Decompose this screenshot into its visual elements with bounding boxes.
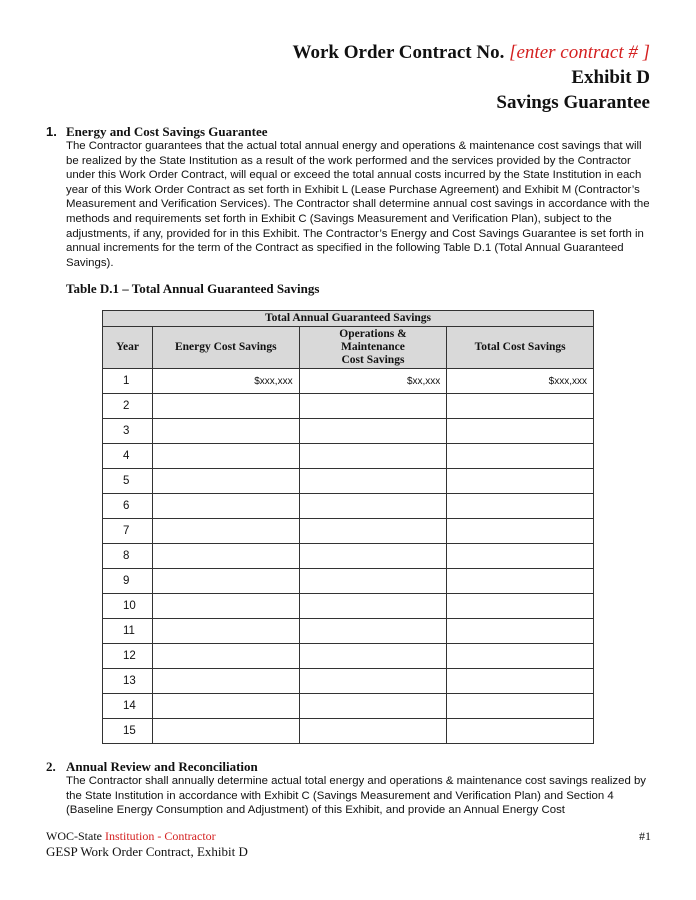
total-cell[interactable]: $xxx,xxx: [447, 369, 594, 394]
section-body: The Contractor shall annually determine actual total energy and operations & maintenance cost savings realized by the State Institution in accordance with Exhibit C (Savings Measurement and Verification Plan) and Section 4 (Baseline Energy Consumption and Adjustment) of this Exhibit, and provide an Annual Energy Cost: [66, 775, 646, 817]
energy-cell[interactable]: [152, 444, 299, 469]
table-row: [103, 569, 594, 594]
energy-cell[interactable]: [152, 544, 299, 569]
col-header-year: Year: [103, 327, 153, 369]
total-cell[interactable]: [447, 594, 594, 619]
om-cell[interactable]: [299, 469, 447, 494]
total-cell[interactable]: [447, 694, 594, 719]
om-cell[interactable]: [299, 669, 447, 694]
year-cell[interactable]: 3: [103, 419, 153, 444]
section-annual-review: [46, 759, 654, 818]
energy-cell[interactable]: [152, 569, 299, 594]
om-cell[interactable]: [299, 644, 447, 669]
section-energy-cost-savings: [46, 124, 654, 270]
total-cell[interactable]: [447, 644, 594, 669]
energy-cell[interactable]: [152, 419, 299, 444]
energy-cell[interactable]: [152, 694, 299, 719]
om-cell[interactable]: [299, 719, 447, 744]
om-cell[interactable]: [299, 394, 447, 419]
total-cell[interactable]: [447, 394, 594, 419]
om-cell[interactable]: [299, 519, 447, 544]
om-cell[interactable]: [299, 544, 447, 569]
om-cell[interactable]: $xx,xxx: [299, 369, 447, 394]
year-cell[interactable]: 13: [103, 669, 153, 694]
year-cell[interactable]: 4: [103, 444, 153, 469]
year-cell[interactable]: 15: [103, 719, 153, 744]
table-row: [103, 619, 594, 644]
table-row: [103, 644, 594, 669]
om-cell[interactable]: [299, 569, 447, 594]
year-cell[interactable]: 2: [103, 394, 153, 419]
section-heading: Annual Review and Reconciliation: [66, 759, 258, 774]
footer-institution: Institution - Contractor: [105, 829, 216, 843]
contract-number-line: [293, 40, 650, 65]
section-number: 1.: [46, 124, 57, 139]
total-cell[interactable]: [447, 444, 594, 469]
energy-cell[interactable]: [152, 669, 299, 694]
energy-cell[interactable]: $xxx,xxx: [152, 369, 299, 394]
table-row: [103, 694, 594, 719]
total-cell[interactable]: [447, 569, 594, 594]
energy-cell[interactable]: [152, 619, 299, 644]
contract-label: Work Order Contract No.: [292, 42, 510, 63]
table-row: [103, 444, 594, 469]
om-cell[interactable]: [299, 619, 447, 644]
year-cell[interactable]: 10: [103, 594, 153, 619]
total-cell[interactable]: [447, 419, 594, 444]
table-row: [103, 369, 594, 394]
om-cell[interactable]: [299, 694, 447, 719]
energy-cell[interactable]: [152, 519, 299, 544]
document-header: [293, 40, 650, 115]
om-cell[interactable]: [299, 419, 447, 444]
page-footer: [46, 828, 651, 860]
col-header-total: Total Cost Savings: [447, 327, 594, 369]
total-cell[interactable]: [447, 544, 594, 569]
om-cell[interactable]: [299, 594, 447, 619]
year-cell[interactable]: 5: [103, 469, 153, 494]
total-cell[interactable]: [447, 519, 594, 544]
savings-table: [102, 310, 594, 744]
section-number: 2.: [46, 759, 56, 774]
year-cell[interactable]: 7: [103, 519, 153, 544]
energy-cell[interactable]: [152, 494, 299, 519]
footer-line-2: GESP Work Order Contract, Exhibit D: [46, 844, 248, 859]
total-cell[interactable]: [447, 669, 594, 694]
energy-cell[interactable]: [152, 394, 299, 419]
table-row: [103, 519, 594, 544]
section-heading: Energy and Cost Savings Guarantee: [66, 124, 268, 139]
table-row: [103, 394, 594, 419]
footer-line-1: WOC-State Institution - Contractor: [46, 829, 216, 843]
table-row: [103, 719, 594, 744]
contract-placeholder[interactable]: [enter contract # ]: [509, 42, 650, 63]
year-cell[interactable]: 11: [103, 619, 153, 644]
table-row: [103, 594, 594, 619]
section-body: The Contractor guarantees that the actual total annual energy and operations & maintenance cost savings that will be realized by the State Institution as a result of the work performed and the services provided by the Contractor under this Work Order Contract, will equal or exceed the total annual costs incurred by the State Institution in each year of this Work Order Contract as set forth in Exhibit L (Lease Purchase Agreement) and Exhibit M (Contractor’s Measurement and Verification Services). The Contractor shall determine annual cost savings in accordance with the methods and requirements set forth in Exhibit C (Savings Measurement and Verification Plan), subject to the adjustments, if any, provided for in this Exhibit. The Contractor’s Energy and Cost Savings Guarantee is set forth in annual increments for the term of the Contract as specified in the following Table D.1 (Total Annual Guaranteed Savings).: [66, 140, 650, 269]
table-row: [103, 419, 594, 444]
col-header-energy: Energy Cost Savings: [152, 327, 299, 369]
total-cell[interactable]: [447, 469, 594, 494]
year-cell[interactable]: 14: [103, 694, 153, 719]
om-cell[interactable]: [299, 444, 447, 469]
year-cell[interactable]: 1: [103, 369, 153, 394]
total-cell[interactable]: [447, 494, 594, 519]
total-cell[interactable]: [447, 719, 594, 744]
om-cell[interactable]: [299, 494, 447, 519]
year-cell[interactable]: 6: [103, 494, 153, 519]
page-title: Savings Guarantee: [496, 92, 650, 113]
total-cell[interactable]: [447, 619, 594, 644]
table-row: [103, 494, 594, 519]
col-header-om: Operations & Maintenance Cost Savings: [299, 327, 447, 369]
table-caption: Table D.1 – Total Annual Guaranteed Savings: [66, 281, 320, 296]
table-row: [103, 544, 594, 569]
energy-cell[interactable]: [152, 469, 299, 494]
page-number: #1: [639, 829, 651, 843]
table-row: [103, 469, 594, 494]
year-cell[interactable]: 12: [103, 644, 153, 669]
year-cell[interactable]: 8: [103, 544, 153, 569]
table-row: [103, 669, 594, 694]
energy-cell[interactable]: [152, 644, 299, 669]
energy-cell[interactable]: [152, 719, 299, 744]
year-cell[interactable]: 9: [103, 569, 153, 594]
exhibit-label: Exhibit D: [571, 67, 650, 88]
energy-cell[interactable]: [152, 594, 299, 619]
table-title: Total Annual Guaranteed Savings: [103, 311, 594, 327]
